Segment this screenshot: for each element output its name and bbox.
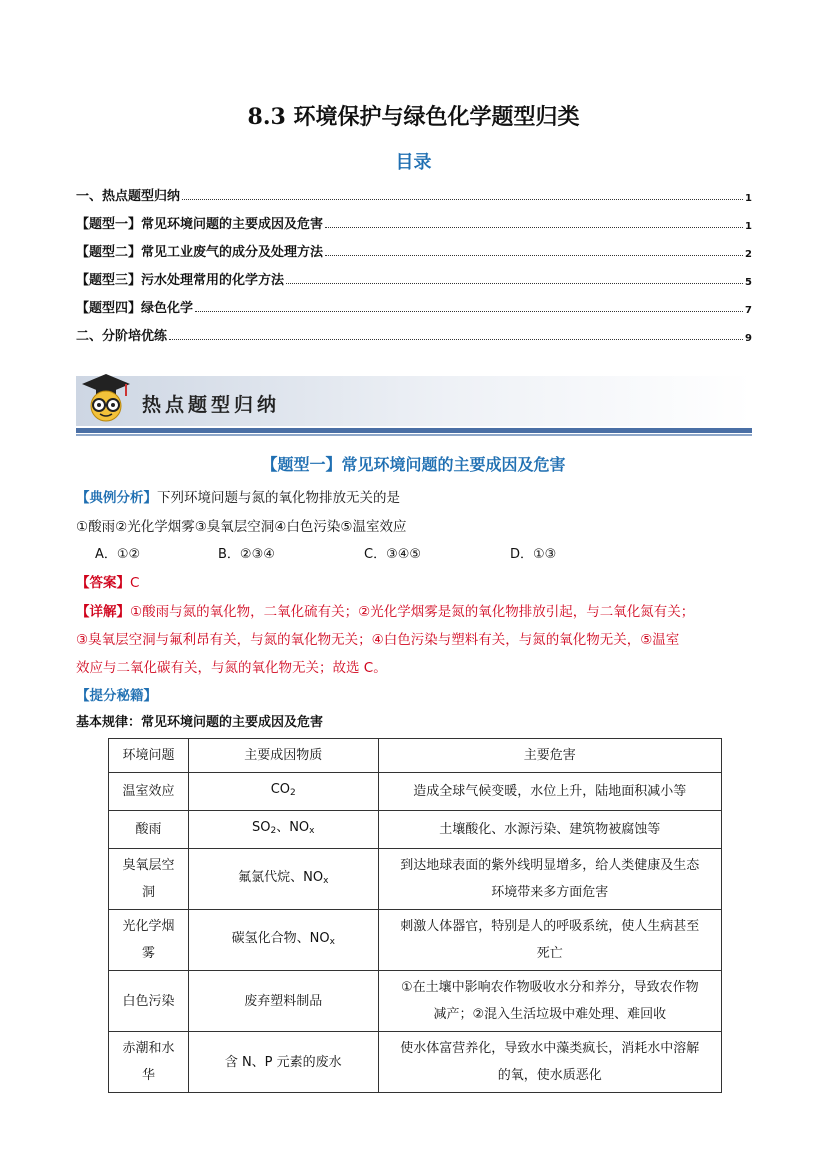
choice-d: D．①③ xyxy=(510,547,557,562)
table-row xyxy=(109,910,722,971)
problem-cell xyxy=(109,971,189,1032)
banner-title: 热点题型归纳 xyxy=(142,394,281,416)
harm-text: 使水体富营养化，导致水中藻类疯长，消耗水中溶解 xyxy=(400,1041,700,1056)
harm-text: 死亡 xyxy=(536,946,563,961)
table-header-cell: 主要危害 xyxy=(378,739,721,773)
problem-text: 白色污染 xyxy=(122,993,175,1009)
toc-item[interactable] xyxy=(76,324,752,344)
toc-leader-dots xyxy=(325,227,743,228)
table-row xyxy=(109,971,722,1032)
problem-text: 温室效应 xyxy=(122,784,175,799)
toc-item-label: 一、热点题型归纳 xyxy=(76,189,181,204)
choice-b: B．②③④ xyxy=(218,547,275,562)
problem-text: 雾 xyxy=(141,946,155,961)
section-heading: 【题型一】常见环境问题的主要成因及危害 xyxy=(261,455,566,474)
harm-text: ①在土壤中影响农作物吸收水分和养分，导致农作物 xyxy=(400,980,699,995)
example-question xyxy=(76,486,400,506)
cause-text: SO xyxy=(251,820,271,835)
answer-tag: 【答案】 xyxy=(76,575,130,591)
problem-text: 臭氧层空 xyxy=(122,858,175,873)
banner-rule xyxy=(76,428,752,433)
harm-text: 的氧，使水质恶化 xyxy=(497,1068,602,1083)
harm-cell xyxy=(378,849,721,910)
answer-line xyxy=(76,571,139,591)
toc-leader-dots xyxy=(286,283,743,284)
harm-text: 刺激人体器官，特别是人的呼吸系统，使人生病甚至 xyxy=(400,919,700,934)
cause-text: CO xyxy=(270,782,291,797)
toc-item-page: 1 xyxy=(745,221,752,232)
problem-cell xyxy=(109,910,189,971)
problem-text: 洞 xyxy=(141,885,155,900)
cause-subscript: x xyxy=(309,826,315,836)
toc-heading: 目录 xyxy=(395,152,432,173)
cause-text: 氟氯代烷、NO xyxy=(238,869,324,885)
problem-cell xyxy=(109,773,189,811)
section-banner xyxy=(76,370,752,436)
example-tag: 【典例分析】 xyxy=(76,490,157,506)
question-items: ①酸雨②光化学烟雾③臭氧层空洞④白色污染⑤温室效应 xyxy=(76,519,407,535)
cause-subscript: 2 xyxy=(270,826,277,836)
toc-leader-dots xyxy=(325,255,743,256)
harm-text: 减产；②混入生活垃圾中难处理、难回收 xyxy=(433,1007,667,1022)
environment-problems-table xyxy=(108,738,722,1093)
cause-text: 废弃塑料制品 xyxy=(244,993,323,1009)
toc-item-label: 【题型一】常见环境问题的主要成因及危害 xyxy=(76,217,324,232)
problem-text: 酸雨 xyxy=(135,822,162,837)
table-header-row xyxy=(109,739,722,773)
toc-leader-dots xyxy=(182,199,743,200)
toc-item[interactable] xyxy=(76,212,752,232)
cause-subscript: 2 xyxy=(290,788,296,798)
problem-text: 华 xyxy=(141,1068,155,1083)
answer-value: C xyxy=(130,575,140,591)
table-row xyxy=(109,773,722,811)
harm-cell xyxy=(378,910,721,971)
table-row xyxy=(109,811,722,849)
cause-cell xyxy=(188,811,378,849)
toc-leader-dots xyxy=(195,311,743,312)
cause-tail: 、NO xyxy=(276,820,310,835)
toc-item-label: 【题型二】常见工业废气的成分及处理方法 xyxy=(76,245,324,260)
detail-line-3: 效应与二氧化碳有关，与氮的氧化物无关；故选 C。 xyxy=(76,660,387,676)
cause-cell xyxy=(188,849,378,910)
harm-cell xyxy=(378,773,721,811)
toc-item[interactable] xyxy=(76,184,752,204)
banner-rule-thin xyxy=(76,434,752,436)
detail-text: ①酸雨与氮的氧化物，二氧化硫有关；②光化学烟雾是氮的氧化物排放引起，与二氧化氮有关； xyxy=(130,604,695,620)
cause-subscript: x xyxy=(323,875,329,886)
problem-cell xyxy=(109,811,189,849)
choice-a: A．①② xyxy=(95,547,141,562)
detail-line-1 xyxy=(76,600,694,620)
toc-item-page: 5 xyxy=(745,277,752,288)
table-header-cell: 环境问题 xyxy=(109,739,189,773)
cause-subscript: x xyxy=(329,936,335,947)
harm-cell xyxy=(378,1032,721,1093)
document-title: 8.3 环境保护与绿色化学题型归类 xyxy=(247,104,580,130)
toc-item-page: 1 xyxy=(745,193,752,204)
harm-text: 土壤酸化、水源污染、建筑物被腐蚀等 xyxy=(439,822,661,837)
toc-item-label: 二、分阶培优练 xyxy=(76,329,168,344)
cause-cell xyxy=(188,910,378,971)
question-text: 下列环境问题与氮的氧化物排放无关的是 xyxy=(157,490,400,506)
toc-item[interactable] xyxy=(76,240,752,260)
choice-c: C．③④⑤ xyxy=(364,547,422,562)
toc-item[interactable] xyxy=(76,268,752,288)
toc-item[interactable] xyxy=(76,296,752,316)
table-row xyxy=(109,849,722,910)
cause-cell xyxy=(188,773,378,811)
toc-item-label: 【题型四】绿色化学 xyxy=(76,301,194,316)
problem-cell xyxy=(109,849,189,910)
cause-cell xyxy=(188,971,378,1032)
problem-text: 光化学烟 xyxy=(122,919,175,934)
harm-text: 到达地球表面的紫外线明显增多，给人类健康及生态 xyxy=(400,858,700,873)
harm-cell xyxy=(378,811,721,849)
cause-text: 含 N、P 元素的废水 xyxy=(224,1054,342,1070)
tips-tag: 【提分秘籍】 xyxy=(76,688,157,704)
harm-text: 造成全球气候变暖，水位上升，陆地面积减小等 xyxy=(413,784,687,799)
scholar-mascot-icon xyxy=(80,372,132,424)
cause-cell xyxy=(188,1032,378,1093)
table-row xyxy=(109,1032,722,1093)
toc-leader-dots xyxy=(169,339,743,340)
rule-heading: 基本规律：常见环境问题的主要成因及危害 xyxy=(76,715,324,730)
cause-text: 碳氢化合物、NO xyxy=(231,930,330,946)
detail-line-2: ③臭氧层空洞与氟利昂有关，与氮的氧化物无关；④白色污染与塑料有关，与氮的氧化物无关，⑤温室 xyxy=(76,632,680,648)
detail-tag: 【详解】 xyxy=(76,604,130,620)
problem-cell xyxy=(109,1032,189,1093)
toc-item-label: 【题型三】污水处理常用的化学方法 xyxy=(76,273,285,288)
toc-item-page: 7 xyxy=(745,305,752,316)
harm-cell xyxy=(378,971,721,1032)
toc-item-page: 9 xyxy=(745,333,752,344)
harm-text: 环境带来多方面危害 xyxy=(491,885,609,900)
table-header-cell: 主要成因物质 xyxy=(188,739,378,773)
problem-text: 赤潮和水 xyxy=(122,1041,175,1056)
toc-item-page: 2 xyxy=(745,249,752,260)
